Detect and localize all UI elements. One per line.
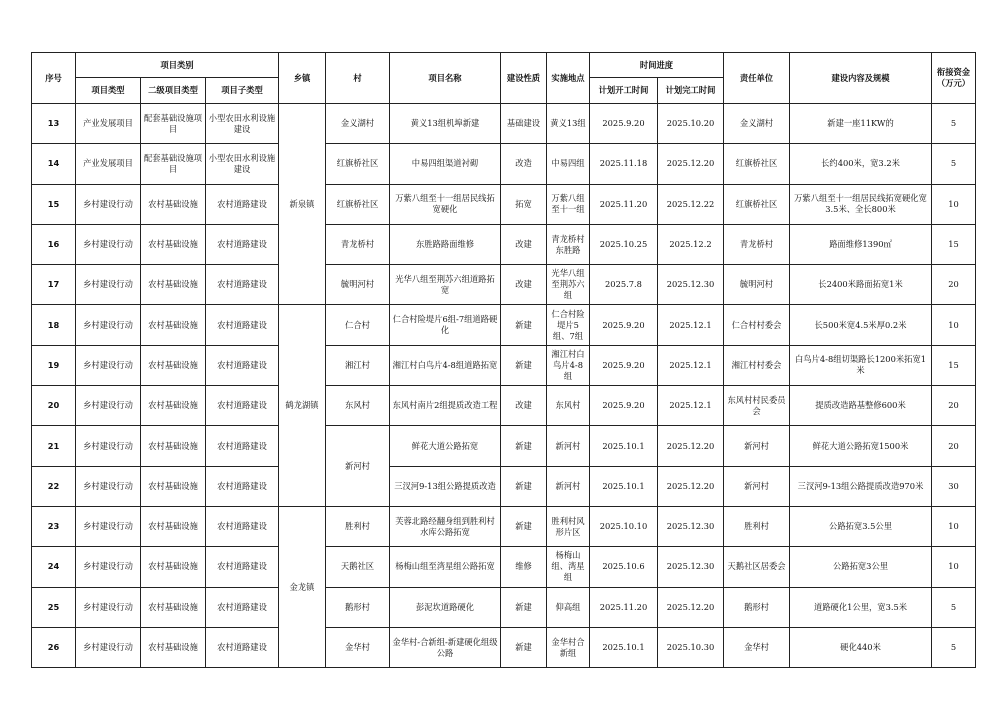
row-secondary-type: 农村基础设施: [141, 466, 206, 506]
row-sub-type: 农村道路建设: [206, 265, 279, 305]
header-plan-end: 计划完工时间: [658, 78, 724, 104]
row-plan-end: 2025.12.30: [658, 547, 724, 587]
row-secondary-type: 农村基础设施: [141, 506, 206, 546]
row-secondary-type: 农村基础设施: [141, 305, 206, 345]
header-plan-start: 计划开工时间: [590, 78, 658, 104]
row-content: 公路拓宽3公里: [790, 547, 932, 587]
row-responsible: 仁合村村委会: [724, 305, 790, 345]
row-village: 仁合村: [326, 305, 390, 345]
row-seq: 21: [32, 426, 76, 466]
row-seq: 13: [32, 104, 76, 144]
row-village: 红旗桥社区: [326, 144, 390, 184]
row-responsible: 红旗桥社区: [724, 144, 790, 184]
row-location: 湘江村白鸟片4-8组: [547, 345, 590, 385]
table-row: [32, 506, 976, 546]
row-plan-start: 2025.10.10: [590, 506, 658, 546]
row-content: 长约400米，宽3.2米: [790, 144, 932, 184]
row-content: 公路拓宽3.5公里: [790, 506, 932, 546]
row-project-name: 芙蓉北路经翻身组到胜利村水库公路拓宽: [390, 506, 501, 546]
row-funds: 5: [932, 104, 976, 144]
row-village: 青龙桥村: [326, 224, 390, 264]
row-funds: 5: [932, 587, 976, 627]
row-village: 天鹅社区: [326, 547, 390, 587]
table-row: [32, 224, 976, 264]
row-location: 光华八组至荆苏六组: [547, 265, 590, 305]
table-row: [32, 104, 976, 144]
row-responsible: 青龙桥村: [724, 224, 790, 264]
row-responsible: 鹅形村: [724, 587, 790, 627]
row-nature: 新建: [501, 506, 547, 546]
row-nature: 改建: [501, 224, 547, 264]
row-nature: 新建: [501, 466, 547, 506]
row-project-type: 乡村建设行动: [76, 345, 141, 385]
row-sub-type: 农村道路建设: [206, 305, 279, 345]
row-responsible: 毓明河村: [724, 265, 790, 305]
header-nature: 建设性质: [501, 53, 547, 104]
row-secondary-type: 配套基础设施项目: [141, 144, 206, 184]
row-plan-end: 2025.12.1: [658, 305, 724, 345]
row-plan-end: 2025.12.20: [658, 144, 724, 184]
row-sub-type: 农村道路建设: [206, 587, 279, 627]
row-secondary-type: 农村基础设施: [141, 345, 206, 385]
row-nature: 维修: [501, 547, 547, 587]
row-plan-start: 2025.11.18: [590, 144, 658, 184]
header-seq: 序号: [32, 53, 76, 104]
row-sub-type: 农村道路建设: [206, 547, 279, 587]
row-sub-type: 农村道路建设: [206, 466, 279, 506]
row-project-type: 乡村建设行动: [76, 547, 141, 587]
row-nature: 基础建设: [501, 104, 547, 144]
row-funds: 10: [932, 305, 976, 345]
row-secondary-type: 农村基础设施: [141, 587, 206, 627]
row-nature: 新建: [501, 426, 547, 466]
row-plan-end: 2025.10.30: [658, 627, 724, 667]
row-town: 新泉镇: [279, 104, 326, 305]
row-town: 鹤龙湖镇: [279, 305, 326, 506]
row-sub-type: 农村道路建设: [206, 386, 279, 426]
row-secondary-type: 农村基础设施: [141, 184, 206, 224]
row-plan-start: 2025.10.1: [590, 426, 658, 466]
row-nature: 改建: [501, 386, 547, 426]
row-project-type: 产业发展项目: [76, 104, 141, 144]
row-sub-type: 农村道路建设: [206, 184, 279, 224]
row-location: 仰高组: [547, 587, 590, 627]
row-plan-start: 2025.7.8: [590, 265, 658, 305]
row-project-type: 乡村建设行动: [76, 265, 141, 305]
row-funds: 20: [932, 386, 976, 426]
row-secondary-type: 农村基础设施: [141, 224, 206, 264]
row-nature: 新建: [501, 305, 547, 345]
row-project-name: 东胜路路面维修: [390, 224, 501, 264]
row-project-name: 湘江村白鸟片4-8组道路拓宽: [390, 345, 501, 385]
row-plan-start: 2025.10.25: [590, 224, 658, 264]
row-plan-end: 2025.12.22: [658, 184, 724, 224]
row-project-type: 乡村建设行动: [76, 506, 141, 546]
row-location: 东风村: [547, 386, 590, 426]
row-responsible: 天鹅社区居委会: [724, 547, 790, 587]
row-village: 金义湖村: [326, 104, 390, 144]
row-secondary-type: 农村基础设施: [141, 426, 206, 466]
row-plan-end: 2025.12.20: [658, 426, 724, 466]
row-content: 长500米宽4.5米厚0.2米: [790, 305, 932, 345]
row-nature: 改建: [501, 265, 547, 305]
row-plan-end: 2025.12.1: [658, 386, 724, 426]
row-secondary-type: 农村基础设施: [141, 265, 206, 305]
row-sub-type: 小型农田水利设施建设: [206, 104, 279, 144]
row-seq: 26: [32, 627, 76, 667]
row-funds: 10: [932, 184, 976, 224]
row-project-name: 黄义13组机埠新建: [390, 104, 501, 144]
row-responsible: 湘江村村委会: [724, 345, 790, 385]
row-village: 胜利村: [326, 506, 390, 546]
row-project-type: 乡村建设行动: [76, 224, 141, 264]
header-village: 村: [326, 53, 390, 104]
row-plan-start: 2025.9.20: [590, 305, 658, 345]
row-funds: 5: [932, 627, 976, 667]
row-project-name: 彭泥坎道路硬化: [390, 587, 501, 627]
header-project-type: 项目类型: [76, 78, 141, 104]
row-seq: 23: [32, 506, 76, 546]
row-plan-end: 2025.12.30: [658, 506, 724, 546]
row-project-type: 乡村建设行动: [76, 627, 141, 667]
row-secondary-type: 配套基础设施项目: [141, 104, 206, 144]
row-nature: 拓宽: [501, 184, 547, 224]
row-project-type: 产业发展项目: [76, 144, 141, 184]
row-nature: 新建: [501, 587, 547, 627]
row-plan-end: 2025.12.30: [658, 265, 724, 305]
row-plan-start: 2025.10.1: [590, 466, 658, 506]
row-project-type: 乡村建设行动: [76, 466, 141, 506]
row-sub-type: 农村道路建设: [206, 426, 279, 466]
table-row: [32, 345, 976, 385]
row-responsible: 新河村: [724, 466, 790, 506]
row-project-name: 仁合村险堤片6组-7组道路硬化: [390, 305, 501, 345]
row-funds: 30: [932, 466, 976, 506]
table-row: [32, 466, 976, 506]
row-funds: 15: [932, 345, 976, 385]
row-nature: 新建: [501, 627, 547, 667]
row-village: 鹅形村: [326, 587, 390, 627]
row-project-name: 鲜花大道公路拓宽: [390, 426, 501, 466]
row-plan-start: 2025.10.1: [590, 627, 658, 667]
row-project-name: 光华八组至荆苏六组道路拓宽: [390, 265, 501, 305]
table-row: [32, 184, 976, 224]
project-table: [31, 52, 976, 668]
row-funds: 10: [932, 547, 976, 587]
row-content: 白鸟片4-8组切渠路长1200米拓宽1米: [790, 345, 932, 385]
table-row: [32, 265, 976, 305]
row-project-name: 金华村-合新组-新建硬化组级公路: [390, 627, 501, 667]
row-content: 硬化440米: [790, 627, 932, 667]
row-village: 新河村: [326, 426, 390, 507]
row-sub-type: 农村道路建设: [206, 627, 279, 667]
header-responsible: 责任单位: [724, 53, 790, 104]
row-sub-type: 农村道路建设: [206, 345, 279, 385]
row-plan-start: 2025.9.20: [590, 345, 658, 385]
row-project-name: 杨梅山组至湾星组公路拓宽: [390, 547, 501, 587]
row-town: 金龙镇: [279, 506, 326, 667]
table-row: [32, 386, 976, 426]
header-location: 实施地点: [547, 53, 590, 104]
row-plan-start: 2025.10.6: [590, 547, 658, 587]
row-secondary-type: 农村基础设施: [141, 627, 206, 667]
row-nature: 新建: [501, 345, 547, 385]
row-village: 湘江村: [326, 345, 390, 385]
row-funds: 20: [932, 265, 976, 305]
row-seq: 19: [32, 345, 76, 385]
row-secondary-type: 农村基础设施: [141, 386, 206, 426]
row-plan-end: 2025.12.20: [658, 587, 724, 627]
row-responsible: 金华村: [724, 627, 790, 667]
table-row: [32, 547, 976, 587]
row-project-name: 三汊河9-13组公路提质改造: [390, 466, 501, 506]
row-location: 胜利村风形片区: [547, 506, 590, 546]
row-project-type: 乡村建设行动: [76, 305, 141, 345]
row-village: 毓明河村: [326, 265, 390, 305]
row-content: 道路硬化1公里，宽3.5米: [790, 587, 932, 627]
row-seq: 16: [32, 224, 76, 264]
row-funds: 10: [932, 506, 976, 546]
row-content: 长2400米路面拓宽1米: [790, 265, 932, 305]
header-funds: 衔接资金（万元）: [932, 53, 976, 104]
row-sub-type: 农村道路建设: [206, 506, 279, 546]
row-location: 青龙桥村东胜路: [547, 224, 590, 264]
row-content: 万紫八组至十一组居民线拓宽硬化宽3.5米、全长800米: [790, 184, 932, 224]
row-funds: 5: [932, 144, 976, 184]
table-row: [32, 587, 976, 627]
table-row: [32, 426, 976, 466]
row-location: 杨梅山组、湾星组: [547, 547, 590, 587]
table-row: [32, 627, 976, 667]
header-project-category: 项目类别: [76, 53, 279, 78]
header-town: 乡镇: [279, 53, 326, 104]
row-content: 路面维修1390㎡: [790, 224, 932, 264]
header-secondary-type: 二级项目类型: [141, 78, 206, 104]
row-location: 万紫八组至十一组: [547, 184, 590, 224]
row-project-type: 乡村建设行动: [76, 587, 141, 627]
row-plan-start: 2025.9.20: [590, 386, 658, 426]
header-schedule: 时间进度: [590, 53, 724, 78]
row-plan-end: 2025.12.2: [658, 224, 724, 264]
row-location: 仁合村险堤片5组、7组: [547, 305, 590, 345]
row-seq: 18: [32, 305, 76, 345]
row-location: 新河村: [547, 466, 590, 506]
row-project-type: 乡村建设行动: [76, 184, 141, 224]
row-project-type: 乡村建设行动: [76, 386, 141, 426]
row-project-name: 东风村南片2组提质改造工程: [390, 386, 501, 426]
table-row: [32, 144, 976, 184]
row-content: 提质改造路基整修600米: [790, 386, 932, 426]
row-seq: 25: [32, 587, 76, 627]
header-content: 建设内容及规模: [790, 53, 932, 104]
header-row-1: [32, 53, 976, 78]
row-seq: 24: [32, 547, 76, 587]
row-plan-start: 2025.9.20: [590, 104, 658, 144]
row-sub-type: 农村道路建设: [206, 224, 279, 264]
row-content: 新建一座11KW的: [790, 104, 932, 144]
row-funds: 15: [932, 224, 976, 264]
row-responsible: 红旗桥社区: [724, 184, 790, 224]
row-location: 金华村合新组: [547, 627, 590, 667]
row-funds: 20: [932, 426, 976, 466]
row-project-name: 中易四组渠道衬砌: [390, 144, 501, 184]
row-project-type: 乡村建设行动: [76, 426, 141, 466]
row-seq: 20: [32, 386, 76, 426]
header-sub-type: 项目子类型: [206, 78, 279, 104]
row-seq: 14: [32, 144, 76, 184]
row-responsible: 胜利村: [724, 506, 790, 546]
row-village: 红旗桥社区: [326, 184, 390, 224]
row-plan-start: 2025.11.20: [590, 184, 658, 224]
row-plan-end: 2025.12.1: [658, 345, 724, 385]
row-responsible: 金义湖村: [724, 104, 790, 144]
row-content: 鲜花大道公路拓宽1500米: [790, 426, 932, 466]
row-seq: 22: [32, 466, 76, 506]
row-seq: 15: [32, 184, 76, 224]
row-plan-end: 2025.10.20: [658, 104, 724, 144]
row-village: 东风村: [326, 386, 390, 426]
row-location: 黄义13组: [547, 104, 590, 144]
row-project-name: 万紫八组至十一组居民线拓宽硬化: [390, 184, 501, 224]
row-location: 新河村: [547, 426, 590, 466]
row-plan-start: 2025.11.20: [590, 587, 658, 627]
row-location: 中易四组: [547, 144, 590, 184]
row-village: 金华村: [326, 627, 390, 667]
row-seq: 17: [32, 265, 76, 305]
row-secondary-type: 农村基础设施: [141, 547, 206, 587]
row-plan-end: 2025.12.20: [658, 466, 724, 506]
row-sub-type: 小型农田水利设施建设: [206, 144, 279, 184]
table-row: [32, 305, 976, 345]
row-content: 三汊河9-13组公路提质改造970米: [790, 466, 932, 506]
row-responsible: 新河村: [724, 426, 790, 466]
header-project-name: 项目名称: [390, 53, 501, 104]
row-responsible: 东风村村民委员会: [724, 386, 790, 426]
row-nature: 改造: [501, 144, 547, 184]
